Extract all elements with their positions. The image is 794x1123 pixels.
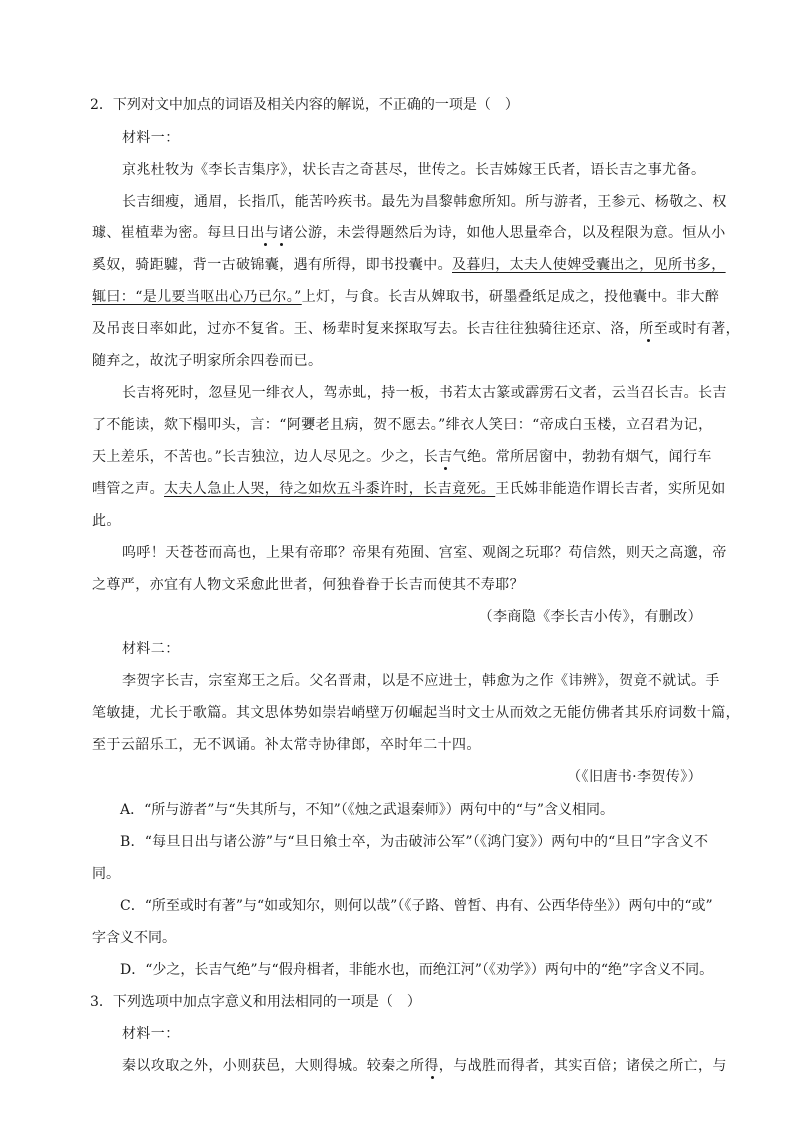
material-1-para-3-line-3: 天上差乐，不苦也。”长吉独泣，边人尽见之。少之，长吉气绝。常所居窗中，勃勃有烟气，闻行车 — [92, 449, 712, 465]
material-1-para-2-line-4 — [92, 287, 720, 307]
material-1-para-3-line-1: 长吉将死时，忽昼见一绯衣人，驾赤虬，持一板，书若太古篆或霹雳石文者，云当召长吉。长吉 — [122, 385, 727, 401]
material-1-para-3-line-5: 此。 — [92, 513, 121, 529]
material-2-line-2: 笔敏捷，尤长于歌篇。其文思体势如崇岩峭壁万仞崛起当时文士从而效之无能仿佛者其乐府词数十篇， — [92, 705, 740, 721]
q3-material-1-line-1: 秦以攻取之外，小则获邑，大则得城。较秦之所得，与战胜而得者，其实百倍；诸侯之所亡，与 — [122, 1058, 727, 1074]
material-1-para-4-line-2: 之尊严，亦宜有人物文采愈此世者，何独眷眷于长吉而使其不寿耶？ — [92, 577, 524, 593]
emphasis-dot-yi — [431, 1076, 434, 1079]
option-a: A．“所与游者”与“失其所与，不知”（《烛之武退秦师》）两句中的“与”含义相同。 — [120, 802, 615, 818]
material-1-para-2-line-2: 璩、崔植辈为密。每旦日出与诸公游，未尝得题然后为诗，如他人思量牵合，以及程限为意。恒从小 — [92, 225, 726, 241]
question-3-stem: 3．下列选项中加点字意义和用法相同的一项是（ ） — [90, 994, 421, 1010]
line-4-tail-text: 王氏姊非能造作谓长吉者，实所见如 — [495, 481, 726, 497]
emphasis-dot-ri — [280, 243, 283, 246]
emphasis-dot-huo — [647, 339, 650, 342]
emphasis-dot-dan — [264, 243, 267, 246]
material-1-para-2-line-5: 及吊丧日率如此，过亦不复省。王、杨辈时复来探取写去。长吉往往独骑往还京、洛，所至或时有著， — [92, 321, 740, 337]
material-1-label: 材料一： — [122, 130, 180, 146]
option-c-line-2: 字含义不同。 — [92, 930, 176, 946]
option-c-line-1: C．“所至或时有著”与“如或知尔，则何以哉”（《子路、曾皙、冉有、公西华侍坐》）两句中的“或” — [120, 898, 713, 914]
material-1-para-3-line-2: 了不能读，欻下榻叩头，言：“阿㜷老且病，贺不愿去。”绯衣人笑曰：“帝成白玉楼，立召君为记， — [92, 417, 713, 433]
q3-material-1-label: 材料一： — [122, 1026, 180, 1042]
source-citation-2: （《旧唐书·李贺传》） — [567, 769, 702, 785]
underlined-sentence-2: 太夫人急止人哭，待之如炊五斗黍许时，长吉竟死。 — [164, 481, 496, 497]
line-4-plain-text: 上灯，与食。长吉从婢取书，研墨叠纸足成之，投他囊中。非大醉 — [301, 289, 720, 305]
emphasis-dot-jue — [444, 467, 447, 470]
material-1-para-1: 京兆杜牧为《李长吉集序》，状长吉之奇甚尽，世传之。长吉姊嫁王氏者，语长吉之事尤备。 — [122, 162, 706, 178]
line-3-plain-text: 奚奴，骑距驉，背一古破锦囊，遇有所得，即书投囊中。 — [92, 257, 452, 273]
material-1-para-2-line-1: 长吉细瘦，通眉，长指爪，能苦吟疾书。最先为昌黎韩愈所知。所与游者，王参元、杨敬之、权 — [122, 194, 727, 210]
material-1-para-3-line-4 — [92, 479, 726, 499]
option-d: D．“少之，长吉气绝”与“假舟楫者，非能水也，而绝江河”（《劝学》）两句中的“绝”字含义不同。 — [120, 962, 714, 978]
option-b-line-2: 同。 — [92, 866, 120, 882]
source-citation-1: （李商隐《李长吉小传》，有删改） — [478, 609, 702, 625]
material-1-para-4-line-1: 呜呼！天苍苍而高也，上果有帝耶？帝果有苑囿、宫室、观阁之玩耶？苟信然，则天之高邈，帝 — [122, 545, 727, 561]
question-2-stem: 2．下列对文中加点的词语及相关内容的解说，不正确的一项是（ ） — [90, 97, 519, 113]
material-1-para-2-line-6: 随弃之，故沈子明家所余四卷而已。 — [92, 353, 323, 369]
line-4-lead-text: 嘒管之声。 — [92, 481, 164, 497]
material-2-line-3: 至于云韶乐工，无不讽诵。补太常寺协律郎，卒时年二十四。 — [92, 737, 481, 753]
underlined-sentence-1a: 及暮归，太夫人使婢受囊出之，见所书多， — [452, 257, 726, 273]
underlined-sentence-1b: 辄曰：“是儿要当呕出心乃已尔。” — [92, 289, 302, 305]
option-b-line-1: B．“每旦日出与诸公游”与“旦日飨士卒，为击破沛公军”（《鸿门宴》）两句中的“旦日”字含义不 — [120, 834, 708, 850]
material-2-label: 材料二： — [122, 641, 180, 657]
material-2-line-1: 李贺字长吉，宗室郑王之后。父名晋肃，以是不应进士，韩愈为之作《讳辨》，贺竟不就试。手 — [122, 673, 720, 689]
material-1-para-2-line-3 — [92, 255, 726, 275]
